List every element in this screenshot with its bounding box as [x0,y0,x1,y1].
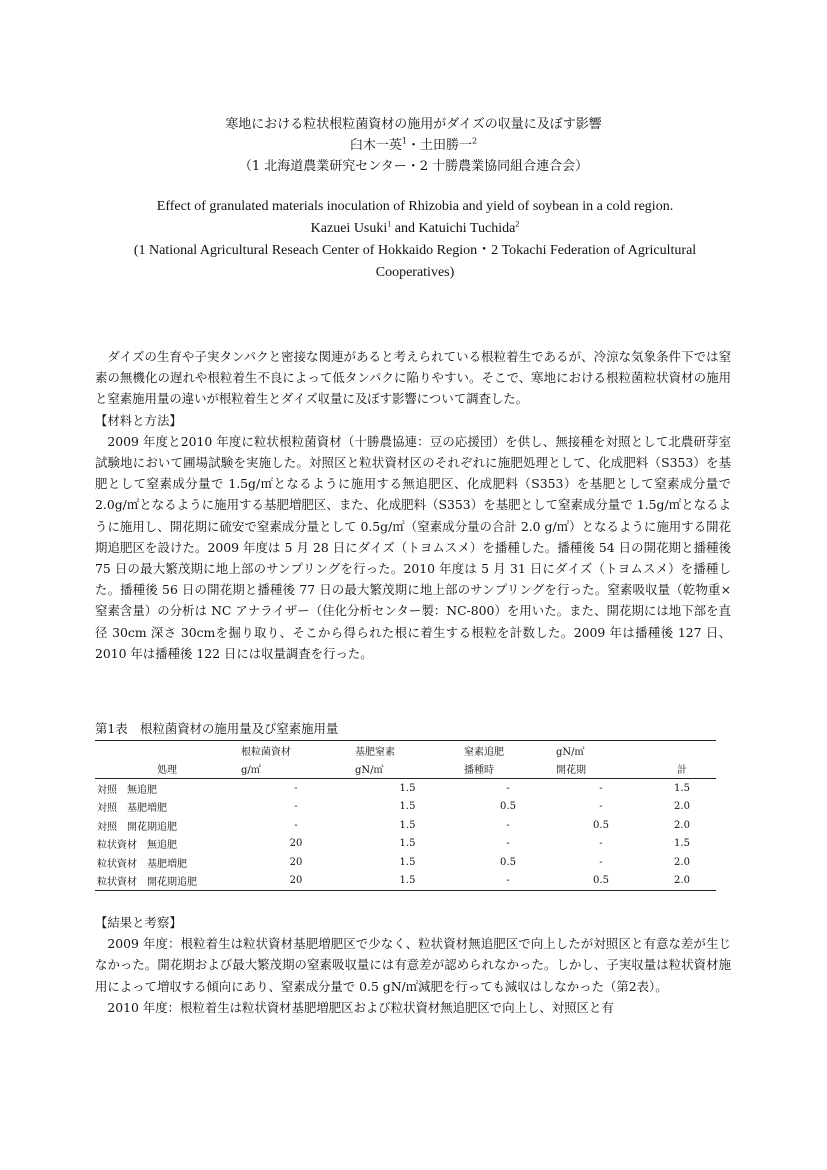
table-cell-sowing: - [462,872,554,891]
table-cell-treatment: 対照 無追肥 [97,784,157,796]
table-cell-inoculant: - [294,819,298,831]
table-cell-flowering: - [599,856,603,868]
table-cell-flowering: - [599,838,603,850]
table-cell-sowing: - [506,838,510,850]
author-1-jp: 臼木一英 [349,138,402,153]
methods-heading: 【材料と方法】 [95,412,182,428]
results-paragraph-2009: 2009 年度：根粒着生は粒状資材基肥増肥区で少なく、粒状資材無追肥区で向上したが対照区と有意な差が生じなかった。開花期および最大繁茂期の窒素吸収量には有意差が認められなかった。しかし、子実収量は粒状資材施用によって増収する傾向にあり、窒素成分量で 0.5 gN/㎡減肥を行っても減収はしなかった（第2表）。 [95,936,731,994]
methods-paragraph: 2009 年度と2010 年度に粒状根粒菌資材（十勝農協連：豆の応援団）を供し、無接種を対照として北農研芽室試験地において圃場試験を実施した。対照区と粒状資材区のそれぞれに施肥処理として、化成肥料（S353）を基肥として窒素成分量で 1.5g/㎡となるように施用する無追肥区、化成肥料（S353）を基肥として窒素成分量で 2.0g/㎡となるように施用する基肥増肥区、また、化成肥料（S353）を基肥として窒素成分量で 1.5g/㎡となるように施用し、開花期に硫安で窒素成分量として 0.5g/㎡（窒素成分量の合計 2.0 g/㎡）となるように施用する開花期追肥区を設けた。2009 年度は 5 月 28 日にダイズ（トヨムスメ）を播種した。播種後 54 日の開花期と播種後 75 日の最大繁茂期に地上部のサンプリングを行った。2010 年度は 5 月 31 日にダイズ（トヨムスメ）を播種した。播種後 56 日の開花期と播種後 77 日の最大繁茂期に地上部のサンプリングを行った。窒素吸収量（乾物重×窒素含量）の分析は NC アナライザー（住化分析センター製：NC-800）を用いた。また、開花期には地下部を直径 30cm 深さ 30cmを掘り取り、そこから得られた根に着生する根粒を計数した。2009 年は播種後 127 日、2010 年は播種後 122 日には収量調査を行った。 [95,433,731,661]
table-cell-treatment: 粒状資材 基肥増肥 [97,858,187,870]
author-1-en-sup: 1 [387,219,392,229]
english-affiliation: (1 National Agricultural Reseach Center of Hokkaido Region・2 Tokachi Federation of Agricultural Cooperatives) [133,243,697,280]
table-cell-total: 2.0 [674,856,690,868]
author-2-en: and Katuichi Tuchida [391,221,516,236]
english-title-block [95,196,735,284]
table-cell-total: 2.0 [648,872,716,891]
table-cell-basal: 1.5 [399,819,416,831]
table-cell-flowering: 0.5 [554,872,648,891]
results-paragraph-2010: 2010 年度：根粒着生は粒状資材基肥増肥区および粒状資材無追肥区で向上し、対照区と有 [107,999,614,1015]
table-cell-sowing: 0.5 [500,801,516,813]
table-header-row-1 [95,741,716,760]
table-header-inoculant: 根粒菌資材 [239,741,353,760]
japanese-title-block [0,114,827,177]
table-cell-sowing: 0.5 [500,856,516,868]
table-header-flowering: 開花期 [554,760,648,779]
intro-paragraph: ダイズの生育や子実タンパクと密接な関連があると考えられている根粒着生であるが、冷涼な気象条件下では窒素の無機化の遅れや根粒着生不良によって低タンパクに陥りやすい。そこで、寒地における根粒菌粒状資材の施用と窒素施用量の違いが根粒着生とダイズ収量に及ぼす影響について調査した。 [95,349,731,407]
japanese-affiliation: （1 北海道農業研究センター・2 十勝農業協同組合連合会） [238,159,589,174]
table-header-unit-g: g/㎡ [239,760,353,779]
table-row [95,872,716,891]
table-cell-treatment: 対照 基肥増肥 [97,803,167,815]
table-cell-basal: 1.5 [353,872,462,891]
author-2-en-sup: 2 [515,219,520,229]
table-header-basal-n: 基肥窒素 [353,741,462,760]
table-row [95,816,716,835]
table-cell-flowering: - [599,801,603,813]
author-2-jp-sup: 2 [472,136,478,146]
table-cell-inoculant: 20 [239,872,353,891]
table-row [95,779,716,798]
table-cell-basal: 1.5 [399,838,416,850]
table-row [95,798,716,817]
table-header-treatment: 処理 [95,760,239,779]
author-2-jp: ・土田勝一 [407,138,473,153]
table-cell-total: 1.5 [674,838,690,850]
table-cell-inoculant: 20 [289,838,303,850]
table-header-sowing: 播種時 [462,760,554,779]
japanese-authors [0,135,827,156]
table-cell-treatment: 粒状資材 開花期追肥 [95,872,239,891]
table-cell-inoculant: 20 [289,856,303,868]
table-cell-basal: 1.5 [399,782,416,794]
table-1 [95,740,716,891]
table-cell-total: 2.0 [674,801,690,813]
table-header-blank [95,741,239,760]
intro-and-methods [95,346,731,664]
table-header-unit: gN/㎡ [554,741,648,760]
japanese-title: 寒地における粒状根粒菌資材の施用がダイズの収量に及ぼす影響 [225,117,602,132]
table-header-topdress: 窒素追肥 [462,741,554,760]
table-cell-basal: 1.5 [399,856,416,868]
table-header-total: 計 [648,760,716,779]
table-cell-sowing: - [506,819,510,831]
table-cell-treatment: 粒状資材 無追肥 [97,840,177,852]
table-cell-total: 1.5 [674,782,690,794]
author-1-jp-sup: 1 [401,136,407,146]
table-row [95,835,716,854]
english-title: Effect of granulated materials inoculation of Rhizobia and yield of soybean in a cold region. [156,199,674,214]
results-section [95,912,731,1018]
table-cell-inoculant: - [294,782,298,794]
table-cell-flowering: - [599,782,603,794]
english-authors [95,218,735,240]
table-header-row-2 [95,760,716,779]
table-row [95,853,716,872]
table-cell-basal: 1.5 [399,801,416,813]
table-1-caption: 第1表 根粒菌資材の施用量及び窒素施用量 [95,721,339,736]
results-heading: 【結果と考察】 [95,915,182,930]
table-cell-inoculant: - [294,801,298,813]
table-header-blank-2 [648,741,716,760]
table-cell-sowing: - [506,782,510,794]
table-header-unit-gn: gN/㎡ [353,760,462,779]
author-1-en: Kazuei Usuki [310,221,388,236]
table-cell-flowering: 0.5 [593,819,609,831]
table-cell-treatment: 対照 開花期追肥 [97,821,177,833]
table-cell-total: 2.0 [674,819,690,831]
